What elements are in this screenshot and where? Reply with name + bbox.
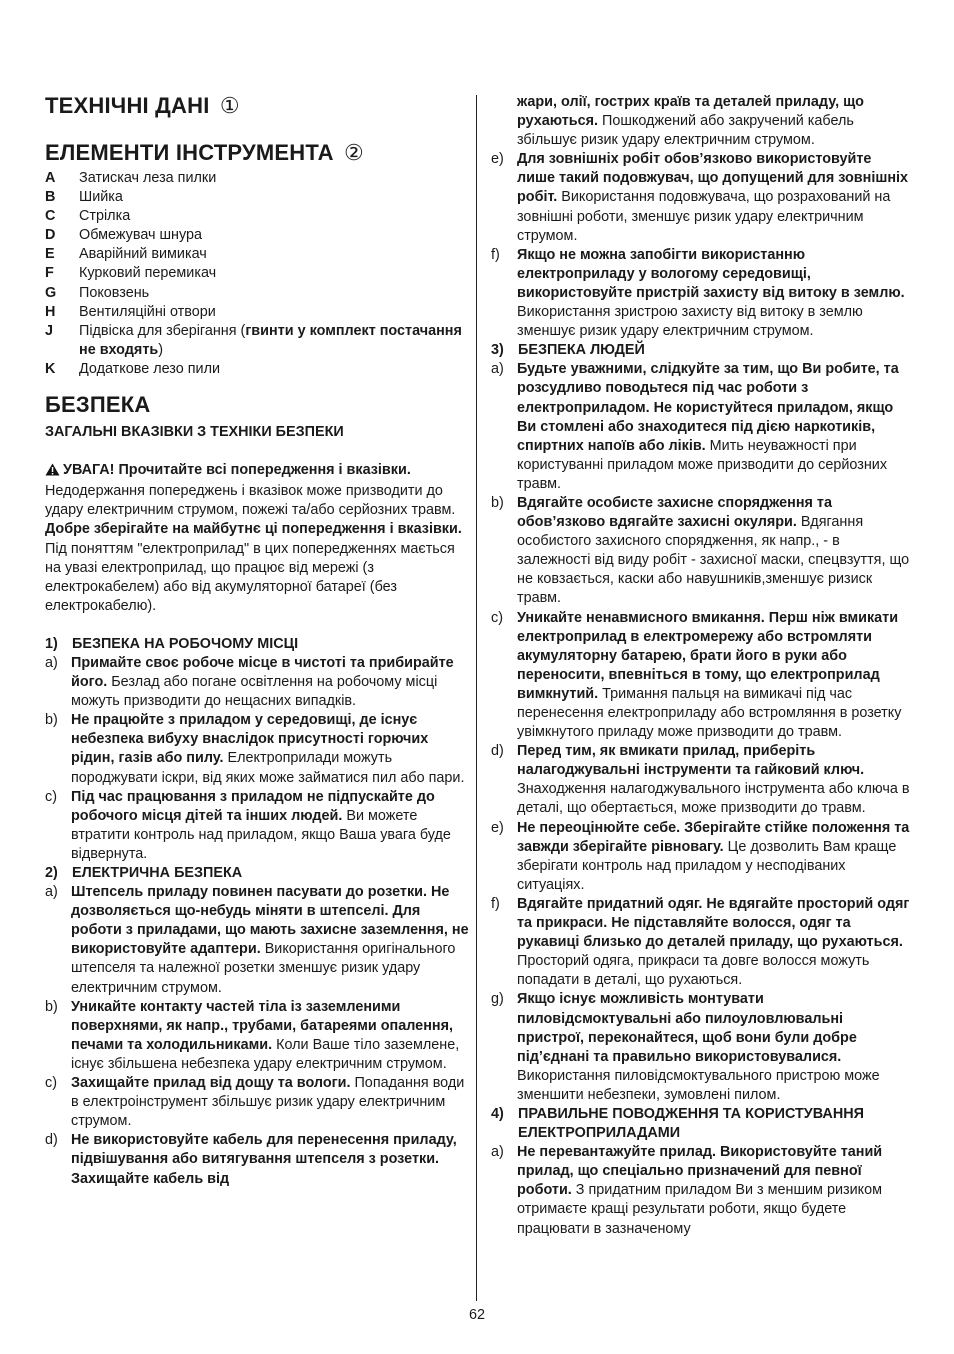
item-explanation: Тримання пальця на вимикачі під час перенесення електроприладу або встромляння в розетку увімкнутого приладу може призводити до травм. <box>517 685 902 741</box>
item-explanation: Попадання води в електроінструмент збільшує ризик удару електричним струмом. <box>71 1075 465 1130</box>
item-letter: b) <box>45 998 58 1015</box>
item-text <box>517 895 911 990</box>
heading-tool-elements: ЕЛЕМЕНТИ ІНСТРУМЕНТА ② <box>45 140 364 165</box>
list-item <box>491 609 911 743</box>
section-3-heading: 3) БЕЗПЕКА ЛЮДЕЙ <box>491 342 645 359</box>
item-letter: g) <box>491 991 504 1008</box>
item-letter: c) <box>45 788 57 805</box>
element-text: Обмежувач шнура <box>79 227 203 244</box>
item-instruction: Для зовнішніх робіт обов’язково використовуйте лише такий подовжувач, що допущений для зовнішніх робіт. <box>517 151 909 206</box>
item-text <box>71 654 470 711</box>
list-item <box>491 1143 911 1238</box>
elements-list <box>45 169 470 379</box>
item-text <box>517 246 911 341</box>
list-item <box>45 711 470 787</box>
right-column <box>491 93 911 1239</box>
page-number: 62 <box>468 1307 485 1323</box>
item-text <box>517 150 911 245</box>
item-explanation: Використання пиловідсмоктувального пристрою може зменшити небезпеки, зумовлені пилом. <box>517 1067 880 1103</box>
item-text <box>517 819 911 895</box>
item-instruction: Вдягайте придатний одяг. Не вдягайте просторий одяг та прикраси. Не підставляйте волосся, одяг та рукавиці близько до деталей приладу, що рухаються. <box>517 895 910 951</box>
element-key: H <box>45 303 56 320</box>
element-row <box>45 188 470 207</box>
element-text: Затискач леза пилки <box>79 170 217 186</box>
element-label <box>79 226 470 245</box>
list-item <box>45 883 470 998</box>
item-letter: d) <box>491 743 504 760</box>
item-explanation: Ви можете втратити контроль над приладом, якщо Ваша увага буде відвернута. <box>71 807 451 862</box>
list-item <box>491 150 911 245</box>
element-text: Стрілка <box>79 208 131 225</box>
element-row <box>45 226 470 245</box>
list-item <box>45 1131 470 1188</box>
element-label <box>79 360 470 379</box>
item-instruction: Перед тим, як вмикати прилад, приберіть налагоджувальні інструменти та гайковий ключ. <box>517 743 865 779</box>
element-text: Аварійний вимикач <box>79 246 207 263</box>
element-label <box>79 207 470 226</box>
element-key: G <box>45 284 57 301</box>
element-row <box>45 322 470 360</box>
list-item <box>45 654 470 711</box>
element-text: Курковий перемикач <box>79 265 217 282</box>
item-instruction: Під час працювання з приладом не підпускайте до робочого місця дітей та інших людей. <box>71 788 435 824</box>
item-letter: f) <box>491 246 500 263</box>
item-instruction: Вдягайте особисте захисне спорядження та обов’язково вдягайте захисні окуляри. <box>517 494 832 531</box>
item-explanation: Мить неуважності при користуванні приладом може призводити до серйозних травм. <box>517 437 888 492</box>
item-instruction: Штепсель приладу повинен пасувати до розетки. Не дозволяється що-небудь міняти в штепселі. Для роботи з приладами, що мають захисне заземлення, не використовуйте адаптери. <box>71 884 469 958</box>
item-explanation: З придатним приладом Ви з меншим ризиком отримаєте кращі результати роботи, якщо будете працювати в зазначеному <box>517 1182 882 1237</box>
element-key: D <box>45 227 56 244</box>
list-item <box>491 494 911 609</box>
item-letter: a) <box>491 361 504 378</box>
item-text <box>71 1131 470 1188</box>
heading-safety: БЕЗПЕКА <box>45 392 151 418</box>
figure-ref-1: ① <box>219 93 240 118</box>
list-item <box>491 990 911 1105</box>
item-letter: c) <box>45 1075 57 1092</box>
item-instruction: Не перевантажуйте прилад. Використовуйте таний прилад, що спеціально призначений для певної роботи. <box>517 1144 883 1199</box>
item-text <box>517 742 911 818</box>
section-4-items <box>491 1143 911 1238</box>
item-letter: e) <box>491 151 504 168</box>
section-2-heading: 2) ЕЛЕКТРИЧНА БЕЗПЕКА <box>45 865 243 881</box>
section-4-heading: 4) ПРАВИЛЬНЕ ПОВОДЖЕННЯ ТА КОРИСТУВАННЯ ЕЛЕКТРОПРИЛАДАМИ <box>491 1105 864 1142</box>
element-row <box>45 264 470 283</box>
item-explanation: Коли Ваше тіло заземлене, існує збільшена небезпека удару електричним струмом. <box>71 1036 460 1072</box>
item-letter: a) <box>491 1144 504 1161</box>
element-text: Вентиляційні отвори <box>79 303 216 320</box>
list-item <box>491 742 911 818</box>
warning-triangle-icon <box>45 463 60 482</box>
figure-ref-2: ② <box>344 140 364 165</box>
item-text <box>71 1074 470 1131</box>
item-instruction: Не переоцінюйте себе. Зберігайте стійке положення та завжди зберігайте рівновагу. <box>517 819 910 855</box>
list-item <box>45 788 470 864</box>
element-key: F <box>45 265 54 282</box>
list-item <box>491 360 911 494</box>
item-letter: e) <box>491 819 504 836</box>
item-instruction: Будьте уважними, слідкуйте за тим, що Ви робите, та розсудливо поводьтеся під час роботи з електроприладом. Не користуйтеся приладом, якщо Ви стомлені або знаходитеся під дією наркотиків, спиртних напоїв або ліків. <box>517 361 899 454</box>
section-1-items <box>45 654 470 864</box>
warning-paragraph: УВАГА! Прочитайте всі попередження і вказівки. Недодержання попереджень і вказівок може призводити до удару електричним струмом, пожежі та/або серйозних травм. Добре зберігайте на майбутнє ці попередження і вказівки. Під поняттям "електроприлад" в цих попередженнях мається на увазі електроприлад, що працює від мережі (з електрокабелем) або від акумуляторної батареї (без електрокабелю). <box>45 462 462 614</box>
element-key: E <box>45 246 55 263</box>
list-item <box>491 246 911 341</box>
section-1-heading: 1) БЕЗПЕКА НА РОБОЧОМУ МІСЦІ <box>45 635 299 652</box>
item-instruction: Уникайте контакту частей тіла із заземленими поверхнями, як напр., трубами, батареями опалення, печами та холодильниками. <box>71 998 453 1053</box>
element-row <box>45 360 470 379</box>
item-explanation: Знаходження налагоджувального інструмента або ключа в деталі, що обертається, може призводити до травм. <box>517 781 910 817</box>
item-text <box>517 1143 911 1238</box>
item-text <box>71 788 470 864</box>
element-label <box>79 303 470 322</box>
element-key: A <box>45 170 56 186</box>
element-row <box>45 284 470 303</box>
element-key: B <box>45 189 56 206</box>
item-instruction: Примайте своє робоче місце в чистоті та прибирайте його. <box>71 654 454 691</box>
item-explanation: Це дозволить Вам краще зберігати контроль над приладом у несподіваних ситуаціях. <box>517 838 897 893</box>
list-item <box>491 819 911 895</box>
item-text <box>517 609 911 743</box>
item-letter: b) <box>45 712 58 729</box>
list-item <box>45 1074 470 1131</box>
item-instruction: Якщо не можна запобігти використанню електроприладу у вологому середовищі, використовуйте пристрій захисту від витоку в землю. <box>517 246 905 301</box>
element-label <box>79 188 470 207</box>
element-text: Додаткове лезо пили <box>79 360 221 377</box>
section-2-items <box>45 883 470 1189</box>
item-text <box>517 494 911 609</box>
element-row <box>45 303 470 322</box>
item-instruction: Якщо існує можливість монтувати пиловідсмоктувальні або пилоуловлювальні пристрої, переконайтеся, щоб вони були добре під’єднані та правильно використовувалися. <box>517 991 857 1065</box>
item-letter: f) <box>491 895 500 912</box>
element-row <box>45 245 470 264</box>
item-explanation: Використання зристрою захисту від витоку в землю зменшує ризик удару електричним струмом. <box>517 304 863 340</box>
element-label <box>79 322 470 360</box>
element-note: гвинти у комплект постачання не входять <box>79 322 462 358</box>
general-safety-heading: ЗАГАЛЬНІ ВКАЗІВКИ З ТЕХНІКИ БЕЗПЕКИ <box>45 424 344 441</box>
element-label <box>79 284 470 303</box>
item-explanation: Безлад або погане освітлення на робочому місці можуть призводити до нещасних випадків. <box>71 674 438 710</box>
element-tail: ) <box>158 341 164 358</box>
item-instruction: Не працюйте з приладом у середовищі, де існує небезпека вибуху внаслідок присутності горючих рідин, газів або пилу. <box>71 712 429 767</box>
item-letter: a) <box>45 654 58 671</box>
item-instruction: Уникайте ненавмисного вмикання. Перш ніж вмикати електроприлад в електромережу або встромляти акумуляторну батарею, брати його в руки або переносити, впевніться в тому, що електроприлад вимкнутий. <box>517 609 899 702</box>
list-item <box>45 998 470 1074</box>
item-text <box>71 711 470 787</box>
item-letter: d) <box>45 1132 58 1149</box>
element-label <box>79 264 470 283</box>
element-row <box>45 207 470 226</box>
item-text <box>71 883 470 998</box>
item-explanation: Вдягання особистого захисного спорядження, як напр., - в залежності від виду робіт - захисної маски, спецвзуття, що не ковзається, каски або навушників,зменшує ризиск травм. <box>517 514 910 607</box>
element-label <box>79 245 470 264</box>
item-explanation: Використання подовжувача, що розрахований на зовнішні роботи, зменшує ризик удару електричним струмом. <box>517 189 891 244</box>
item-text <box>517 360 911 494</box>
item-letter: b) <box>491 494 504 511</box>
section-2-items-continued <box>491 150 911 341</box>
column-divider <box>476 95 477 1301</box>
item-text <box>71 998 470 1074</box>
list-item <box>491 895 911 990</box>
item-continuation: жари, олії, гострих країв та деталей приладу, що рухаються. Пошкоджений або закручений кабель збільшує ризик удару електричним струмом. <box>517 94 864 149</box>
section-3-items <box>491 360 911 1105</box>
item-instruction: Не використовуйте кабель для перенесення приладу, підвішування або витягування штепселя з розетки. Захищайте кабель від <box>71 1132 457 1187</box>
element-key: K <box>45 360 56 377</box>
item-letter: a) <box>45 884 58 901</box>
element-key: J <box>45 322 54 339</box>
item-text <box>517 990 911 1105</box>
element-text: Підвіска для зберігання ( <box>79 322 246 339</box>
left-column <box>45 92 470 1189</box>
item-letter: c) <box>491 609 503 626</box>
element-key: C <box>45 208 56 225</box>
item-explanation: Використання оригінального штепселя та належної розетки зменшує ризик удару електричним струмом. <box>71 941 456 996</box>
element-text: Шийка <box>79 189 123 206</box>
item-instruction: Захищайте прилад від дощу та вологи. <box>71 1075 351 1092</box>
element-label <box>79 169 470 188</box>
element-text: Поковзень <box>79 284 150 301</box>
item-explanation: Електроприлади можуть породжувати іскри, від яких може займатися пил або пари. <box>71 750 465 786</box>
item-explanation: Просторий одяга, прикраси та довге волосся можуть попадати в деталі, що рухаються. <box>517 953 870 989</box>
heading-technical-data: ТЕХНІЧНІ ДАНІ ① <box>45 93 240 118</box>
element-row <box>45 169 470 188</box>
